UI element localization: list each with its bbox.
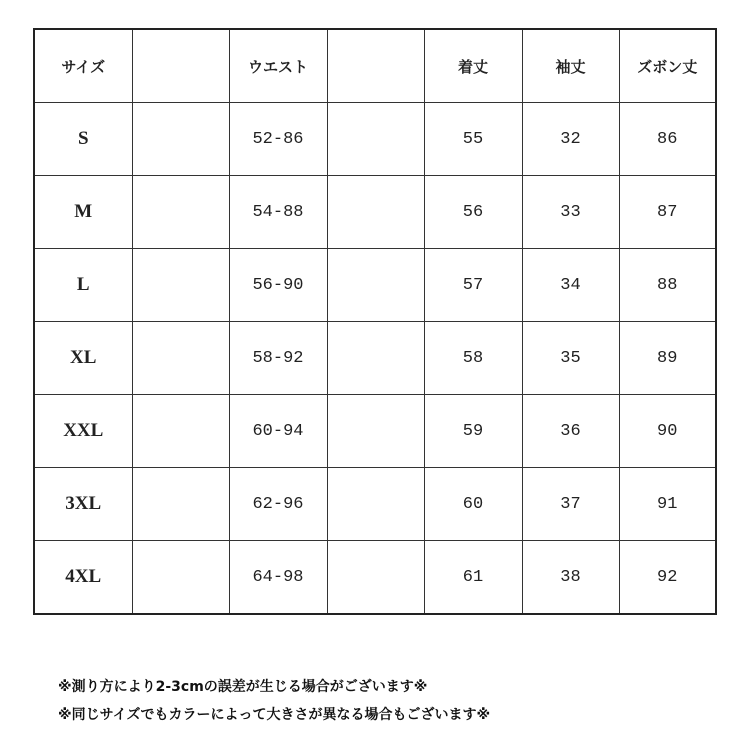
size-cell: 4XL <box>34 541 132 615</box>
pants-cell: 87 <box>619 176 716 249</box>
blank-cell <box>327 176 424 249</box>
blank-cell <box>132 249 229 322</box>
sleeve-cell: 34 <box>522 249 619 322</box>
pants-cell: 89 <box>619 322 716 395</box>
size-cell: S <box>34 103 132 176</box>
table-row <box>34 249 716 322</box>
color-size-variance-note: ※同じサイズでもカラーによって大きさが異なる場合もございます※ <box>58 707 491 723</box>
size-cell: XXL <box>34 395 132 468</box>
table-row <box>34 176 716 249</box>
measurement-error-note: ※測り方により2-3cmの誤差が生じる場合がございます※ <box>58 679 428 695</box>
length-cell: 59 <box>424 395 522 468</box>
table-row <box>34 541 716 615</box>
blank-cell <box>327 103 424 176</box>
length-cell: 61 <box>424 541 522 615</box>
waist-cell: 54-88 <box>229 176 327 249</box>
size-cell: 3XL <box>34 468 132 541</box>
blank-cell <box>132 395 229 468</box>
blank-cell <box>132 103 229 176</box>
size-cell: L <box>34 249 132 322</box>
size-chart-table <box>33 28 717 615</box>
waist-cell: 62-96 <box>229 468 327 541</box>
blank-cell <box>132 541 229 615</box>
waist-cell: 52-86 <box>229 103 327 176</box>
header-waist: ウエスト <box>229 29 327 103</box>
table-row <box>34 468 716 541</box>
sleeve-cell: 37 <box>522 468 619 541</box>
blank-cell <box>327 395 424 468</box>
blank-cell <box>327 322 424 395</box>
length-cell: 60 <box>424 468 522 541</box>
sleeve-cell: 36 <box>522 395 619 468</box>
waist-cell: 64-98 <box>229 541 327 615</box>
pants-cell: 92 <box>619 541 716 615</box>
pants-cell: 86 <box>619 103 716 176</box>
notes <box>58 673 490 729</box>
length-cell: 55 <box>424 103 522 176</box>
table-row <box>34 395 716 468</box>
blank-cell <box>327 468 424 541</box>
waist-cell: 60-94 <box>229 395 327 468</box>
sleeve-cell: 35 <box>522 322 619 395</box>
header-length: 着丈 <box>424 29 522 103</box>
blank-cell <box>132 176 229 249</box>
size-cell: XL <box>34 322 132 395</box>
pants-cell: 88 <box>619 249 716 322</box>
sleeve-cell: 33 <box>522 176 619 249</box>
blank-cell <box>327 541 424 615</box>
length-cell: 56 <box>424 176 522 249</box>
table-row <box>34 322 716 395</box>
blank-cell <box>132 322 229 395</box>
blank-cell <box>327 249 424 322</box>
length-cell: 57 <box>424 249 522 322</box>
header-pants-length: ズボン丈 <box>619 29 716 103</box>
waist-cell: 56-90 <box>229 249 327 322</box>
header-blank-2 <box>327 29 424 103</box>
size-cell: M <box>34 176 132 249</box>
pants-cell: 91 <box>619 468 716 541</box>
length-cell: 58 <box>424 322 522 395</box>
sleeve-cell: 32 <box>522 103 619 176</box>
header-sleeve: 袖丈 <box>522 29 619 103</box>
pants-cell: 90 <box>619 395 716 468</box>
waist-cell: 58-92 <box>229 322 327 395</box>
header-row <box>34 29 716 103</box>
table-row <box>34 103 716 176</box>
blank-cell <box>132 468 229 541</box>
header-size: サイズ <box>34 29 132 103</box>
header-blank-1 <box>132 29 229 103</box>
sleeve-cell: 38 <box>522 541 619 615</box>
